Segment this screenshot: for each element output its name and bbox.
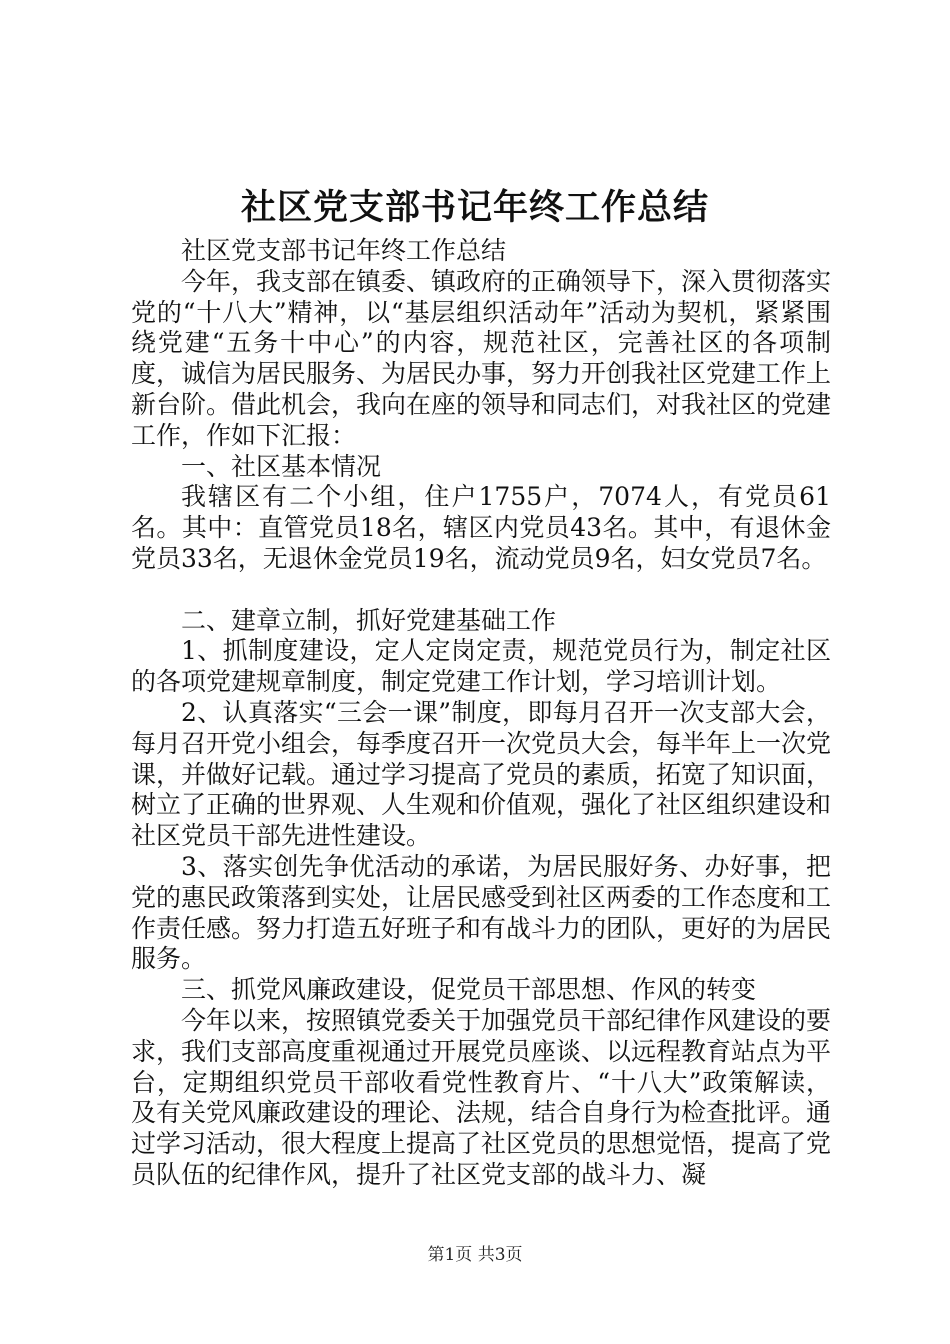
section-heading-3: 三、抓党风廉政建设，促党员干部思想、作风的转变 (181, 975, 757, 1005)
document-body (131, 236, 831, 1191)
section-heading-1: 一、社区基本情况 (181, 451, 382, 481)
paragraph-discipline: 今年以来，按照镇党委关于加强党员干部纪律作风建设的要求，我们支部高度重视通过开展党员座谈、以远程教育站点为平台，定期组织党员干部收看党性教育片、“十八大”政策解读，及有关党风廉政建设的理论、法规，结合自身行为检查批评。通过学习活动，很大程度上提高了社区党员的思想觉悟，提高了党员队伍的纪律作风，提升了社区党支部的战斗力、凝 (131, 1005, 832, 1189)
section-heading-2: 二、建章立制，抓好党建基础工作 (181, 605, 557, 635)
blank-line (131, 575, 831, 606)
document-title: 社区党支部书记年终工作总结 (240, 187, 709, 228)
paragraph-item-2: 2、认真落实“三会一课”制度，即每月召开一次支部大会，每月召开党小组会，每季度召开一次党员大会，每半年上一次党课，并做好记载。通过学习提高了党员的素质，拓宽了知识面，树立了正确的世界观、人生观和价值观，强化了社区组织建设和社区党员干部先进性建设。 (131, 697, 832, 851)
page-number: 第1页 (427, 1245, 473, 1265)
paragraph-item-3: 3、落实创先争优活动的承诺，为居民服好务、办好事，把党的惠民政策落到实处，让居民感受到社区两委的工作态度和工作责任感。努力打造五好班子和有战斗力的团队，更好的为居民服务。 (131, 851, 832, 974)
paragraph-intro: 今年，我支部在镇委、镇政府的正确领导下，深入贯彻落实党的“十八大”精神，以“基层组织活动年”活动为契机，紧紧围绕党建“五务十中心”的内容，规范社区，完善社区的各项制度，诚信为居民服务、为居民办事，努力开创我社区党建工作上新台阶。借此机会，我向在座的领导和同志们，对我社区的党建工作，作如下汇报： (131, 266, 832, 450)
paragraph-basic-info: 我辖区有二个小组，住户1755户，7074人，有党员61名。其中：直管党员18名，辖区内党员43名。其中，有退休金党员33名，无退休金党员19名，流动党员9名，妇女党员7名。 (131, 482, 831, 573)
page-footer (0, 1243, 950, 1267)
paragraph-subtitle: 社区党支部书记年终工作总结 (181, 236, 507, 265)
page-total: 共3页 (477, 1245, 523, 1265)
paragraph-item-1: 1、抓制度建设，定人定岗定责，规范党员行为，制定社区的各项党建规章制度，制定党建工作计划，学习培训计划。 (131, 636, 831, 697)
